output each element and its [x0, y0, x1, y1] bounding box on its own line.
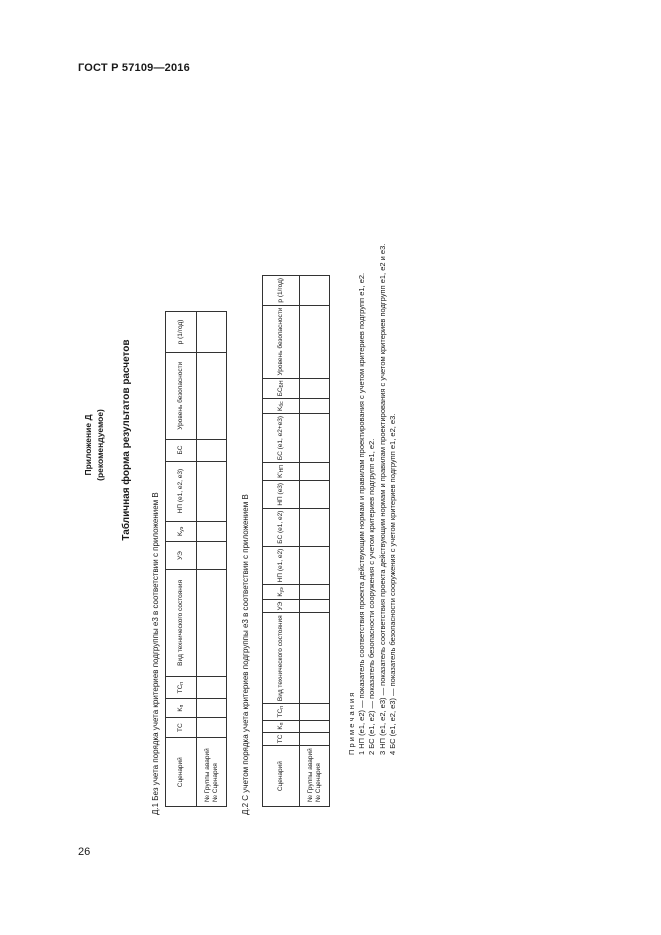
table2-cell — [300, 480, 330, 508]
table1-header-tech-state: Вид технического состояния — [166, 569, 197, 676]
table1-cell — [197, 521, 227, 542]
table2-cell — [300, 413, 330, 462]
table2-cell — [300, 463, 330, 481]
table2 — [262, 275, 330, 807]
note-item: 4 БС (е1, е2, е3) — показатель безопасности сооружения с учетом критериев подгрупп е1, е2, е3. — [387, 413, 397, 755]
table1-header-kp: $K_п$ — [166, 699, 197, 717]
table1-row-label — [197, 738, 227, 807]
table2-row-label-group: № Группы аварий — [306, 748, 314, 802]
table2-cell — [300, 399, 330, 414]
table1-header-bs: БС — [166, 439, 197, 461]
table1-header-kue: $K_{уэ}$ — [166, 521, 197, 542]
table1-cell — [197, 542, 227, 570]
table1-header-tsp: $ТС_п$ — [166, 676, 197, 699]
appendix-title: Приложение Д — [83, 414, 93, 476]
table2-header-safety-level: Уровень безопасности — [263, 305, 300, 378]
document-header: ГОСТ Р 57109—2016 — [78, 62, 190, 74]
table1-header-ts: ТС — [166, 717, 197, 738]
table2-header-tech-state: Вид технического состояния — [263, 613, 300, 704]
appendix-heading — [82, 375, 106, 515]
table1-cell — [197, 569, 227, 676]
table1-cell — [197, 717, 227, 738]
table2-cell — [300, 732, 330, 746]
table2-cell — [300, 546, 330, 585]
table2-caption: Д.2 С учетом порядка учета критериев подгруппы е3 в соответствии с приложением В — [241, 494, 250, 815]
table2-cell — [300, 378, 330, 399]
table2-header-bs-e1e2e3: БС (е1, е2+е3) — [263, 413, 300, 462]
table1-cell — [197, 439, 227, 461]
table2-cell — [300, 275, 330, 305]
page-number: 26 — [78, 846, 91, 858]
note-item: 1 НП (е1, е2) — показатель соответствия проекта действующим нормам и правилам проектирования с учетом критериев подгрупп е1, е2. — [357, 272, 367, 755]
table2-header-np-e3: НП (е3) — [263, 480, 300, 508]
table2-header-p: p (1/год) — [263, 275, 300, 305]
table2-cell — [300, 305, 330, 378]
note-item: 2 БС (е1, е2) — показатель безопасности сооружения с учетом критериев подгрупп е1, е2. — [367, 438, 377, 755]
table1-cell — [197, 352, 227, 439]
table2-cell — [300, 599, 330, 613]
note-item: 3 НП (е1, е2, е3) — показатель соответствия проекта действующим нормам и правилам проектирования с учетом критериев подгрупп е1, е2 и е3. — [377, 243, 387, 755]
table2-header-kp: $K_п$ — [263, 720, 300, 732]
table2-cell — [300, 720, 330, 732]
table1-header-scenario: Сценарий — [166, 738, 197, 807]
table2-header-ue: УЭ — [263, 599, 300, 613]
table2-header-np-e1e2: НП (е1, е2) — [263, 546, 300, 585]
table2-header-ts: ТС — [263, 732, 300, 746]
table1-header-safety-level: Уровень безопасности — [166, 352, 197, 439]
table2-row-label-scenario: № Сценария — [314, 763, 322, 802]
table1 — [165, 311, 227, 807]
notes — [347, 244, 398, 755]
table2-header-kbs: $K_{бс}$ — [263, 399, 300, 414]
table2-header-scenario: Сценарий — [263, 746, 300, 807]
table2-cell — [300, 585, 330, 599]
table1-header-p: p (1/год) — [166, 312, 197, 353]
table2-header-bs-e1e2: БС (е1, е2) — [263, 508, 300, 546]
table2-header-bsbn: $БС_{БН}$ — [263, 378, 300, 399]
table2-cell — [300, 613, 330, 704]
table2-header-tsp: $ТС_п$ — [263, 704, 300, 720]
table1-cell — [197, 699, 227, 717]
notes-title: П р и м е ч а н и я — [347, 692, 356, 755]
table1-caption: Д.1 Без учета порядка учета критериев подгруппы е3 в соответствии с приложением В — [151, 492, 160, 815]
table1-cell — [197, 676, 227, 699]
table2-header-kue: $K_{уэ}$ — [263, 585, 300, 599]
table1-row-label-group: № Группы аварий — [203, 748, 211, 802]
table2-cell — [300, 704, 330, 720]
table1-cell — [197, 312, 227, 353]
table2-row-label — [300, 746, 330, 807]
table1-header-np: НП (е1, е2, е3) — [166, 461, 197, 521]
table1-header-ue: УЭ — [166, 542, 197, 570]
section-title: Табличная форма результатов расчетов — [121, 339, 132, 541]
table2-header-k-np: $K'_{НП}$ — [263, 463, 300, 481]
table1-cell — [197, 461, 227, 521]
appendix-note: (рекомендуемое) — [95, 409, 105, 481]
table1-row-label-scenario: № Сценария — [211, 763, 219, 802]
table2-cell — [300, 508, 330, 546]
